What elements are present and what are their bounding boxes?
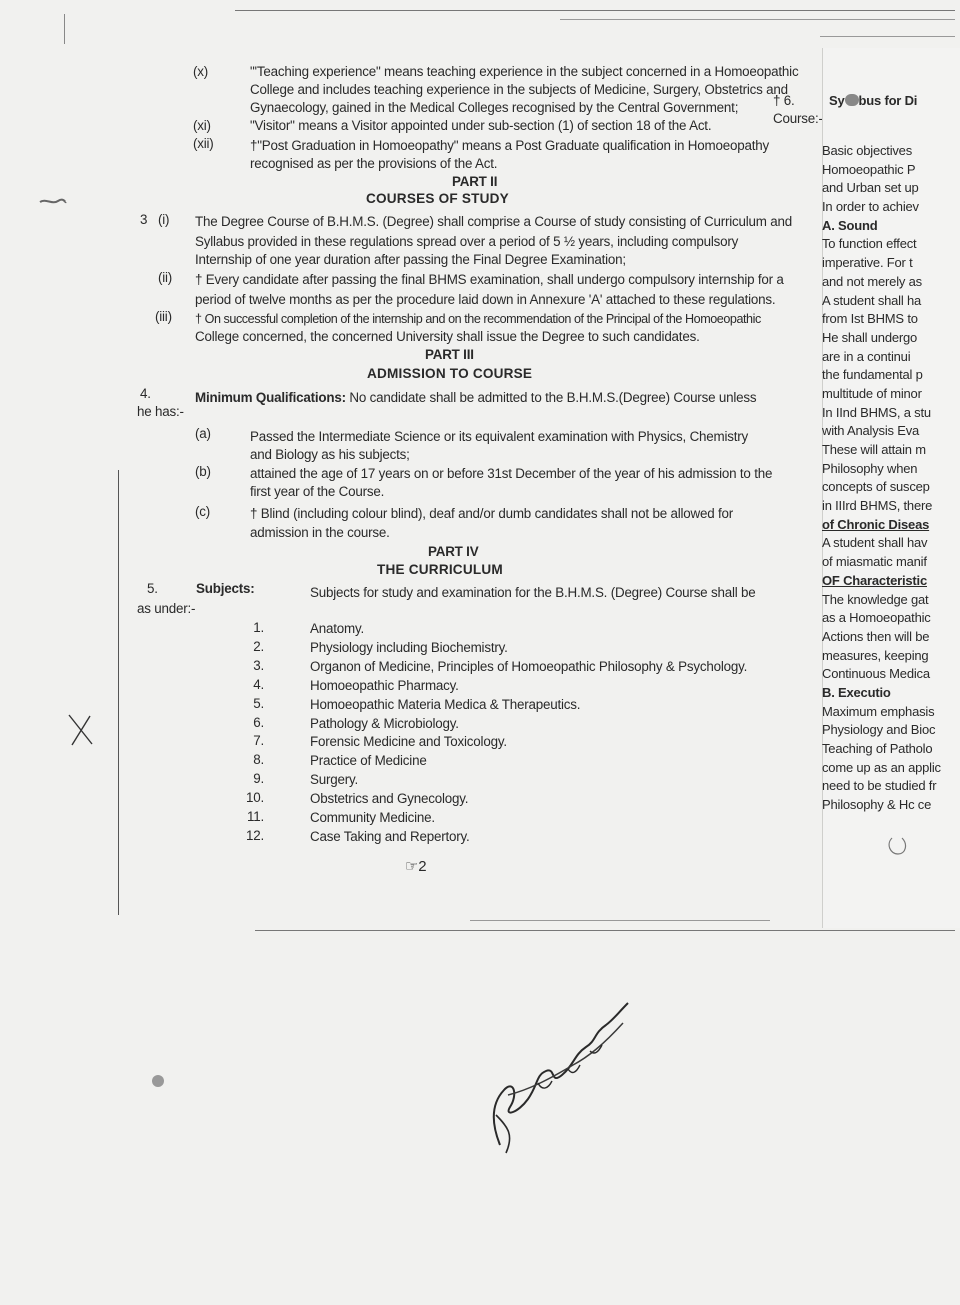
adjacent-page-line: In order to achiev xyxy=(822,199,919,215)
margin-note-label: Course:- xyxy=(773,111,823,126)
clause-label-x: (x) xyxy=(193,64,209,79)
curriculum-heading: THE CURRICULUM xyxy=(377,562,503,577)
top-rule-2 xyxy=(560,19,955,20)
adjacent-page-text xyxy=(822,142,960,815)
admission-heading: ADMISSION TO COURSE xyxy=(367,366,533,381)
bottom-rule-2 xyxy=(470,920,770,921)
adjacent-page-line: A. Sound xyxy=(822,217,878,233)
section-4-a-line-2: and Biology as his subjects; xyxy=(250,447,410,462)
section-4-b-line-2: first year of the Course. xyxy=(250,484,385,499)
section-4-label-b: (b) xyxy=(195,464,211,479)
bottom-rule xyxy=(255,930,955,931)
subject-name: Forensic Medicine and Toxicology. xyxy=(310,734,507,750)
adjacent-page-line: multitude of minor xyxy=(822,385,922,401)
circle-mark-icon xyxy=(886,834,910,856)
subject-number: 8. xyxy=(253,752,264,768)
subject-name: Obstetrics and Gynecology. xyxy=(310,791,469,807)
margin-bracket-line xyxy=(118,470,119,915)
subject-name: Case Taking and Repertory. xyxy=(310,828,470,844)
section-4-lead xyxy=(195,389,756,407)
section-3-label-ii: (ii) xyxy=(158,270,173,285)
adjacent-page-line: OF Characteristic xyxy=(822,572,927,588)
subject-number: 5. xyxy=(253,695,264,711)
adjacent-page-line: A student shall hav xyxy=(822,535,928,551)
section-4-lead-rest: No candidate shall be admitted to the B.H.M.S.(Degree) Course unless xyxy=(345,390,757,405)
adjacent-page-line: in IIIrd BHMS, there xyxy=(822,498,933,514)
adjacent-page-line: come up as an applic xyxy=(822,759,941,775)
adjacent-page-line: A student shall ha xyxy=(822,292,922,308)
adjacent-page-line: In IInd BHMS, a stu xyxy=(822,404,931,420)
section-4-number: 4. xyxy=(140,386,151,401)
section-3-i-line-2: Syllabus provided in these regulations spread over a period of 5 ½ years, including compulsory xyxy=(195,234,739,249)
adjacent-page-line: and not merely as xyxy=(822,273,922,289)
adjacent-page-line: Philosophy when xyxy=(822,460,918,476)
section-5-number: 5. xyxy=(147,581,158,596)
adjacent-page-line: Physiology and Bioc xyxy=(822,722,936,738)
adjacent-page-line: Basic objectives xyxy=(822,143,913,158)
clause-x-line-3: Gynaecology, gained in the Medical Colleges recognised by the Central Government; xyxy=(250,100,739,115)
adjacent-page-line: as a Homoeopathic xyxy=(822,610,931,626)
clause-xi-text: "Visitor" means a Visitor appointed under sub-section (1) of section 18 of the Act. xyxy=(250,118,712,133)
adjacent-page-line: Philosophy & Hc ce xyxy=(822,797,932,813)
adjacent-page-line: of miasmatic manif xyxy=(822,554,927,570)
subject-name: Anatomy. xyxy=(310,621,364,636)
ink-smudge-icon xyxy=(38,196,68,208)
subject-name: Pathology & Microbiology. xyxy=(310,715,459,731)
section-3-i-line-1: The Degree Course of B.H.M.S. (Degree) shall comprise a Course of study consisting of Curriculum and xyxy=(195,214,792,229)
adjacent-page-line: B. Executio xyxy=(822,684,891,700)
top-rule-3 xyxy=(820,36,955,37)
adjacent-page-line: The knowledge gat xyxy=(822,591,929,607)
section-3-number: 3 xyxy=(140,212,148,227)
subject-number: 2. xyxy=(253,638,264,654)
part-ii-heading: PART II xyxy=(452,174,498,189)
section-3-iii-line-1: † On successful completion of the internship and on the recommendation of the Principal of the Homoeopathic xyxy=(195,312,761,326)
subject-name: Practice of Medicine xyxy=(310,753,427,769)
page-number: 2 xyxy=(418,858,427,875)
section-3-label-iii: (iii) xyxy=(155,309,172,324)
section-4-label-a: (a) xyxy=(195,426,211,441)
subject-name: Homoeopathic Materia Medica & Therapeutics. xyxy=(310,696,581,712)
adjacent-page-line: from Ist BHMS to xyxy=(822,311,918,327)
adjacent-page-line: Actions then will be xyxy=(822,628,930,644)
subject-number: 12. xyxy=(245,827,264,843)
margin-note-mark: † 6. xyxy=(773,93,795,108)
part-iii-heading: PART III xyxy=(425,347,474,362)
section-5-cont: as under:- xyxy=(137,601,196,616)
adjacent-page-line: Teaching of Patholo xyxy=(822,741,933,756)
section-4-cont: he has:- xyxy=(137,404,184,419)
adjacent-page-line: and Urban set up xyxy=(822,180,919,196)
syllabus-heading-prefix: Sy xyxy=(829,93,845,108)
subject-number: 9. xyxy=(253,771,264,787)
adjacent-page-line: need to be studied fr xyxy=(822,778,937,794)
clause-x-line-1: "'Teaching experience" means teaching experience in the subject concerned in a Homoeopathic xyxy=(250,64,799,79)
syllabus-heading xyxy=(829,92,917,111)
clause-xii-line-1: †"Post Graduation in Homoeopathy" means a Post Graduate qualification in Homoeopathy xyxy=(250,138,769,153)
page-marker xyxy=(405,858,426,876)
section-3-ii-line-2: period of twelve months as per the procedure laid down in Annexure 'A' attached to these regulations. xyxy=(195,292,776,307)
margin-mark-top xyxy=(64,14,65,44)
subject-number: 6. xyxy=(253,714,264,730)
section-3-label-i: (i) xyxy=(158,212,170,227)
adjacent-page-line: the fundamental p xyxy=(822,367,923,383)
ink-smudge-icon xyxy=(146,1072,170,1090)
clause-x-line-2: College and includes teaching experience in the subjects of Medicine, Surgery, Obstetrics and xyxy=(250,82,788,97)
subject-name: Homoeopathic Pharmacy. xyxy=(310,677,459,693)
adjacent-page-line: are in a continui xyxy=(822,348,911,364)
section-4-label-c: (c) xyxy=(195,504,211,519)
subject-number: 3. xyxy=(253,657,264,673)
adjacent-page-line: He shall undergo xyxy=(822,329,918,345)
section-5-lead-rest: Subjects for study and examination for the B.H.M.S. (Degree) Course shall be xyxy=(310,585,756,600)
subject-name: Surgery. xyxy=(310,772,359,788)
clause-label-xii: (xii) xyxy=(193,136,214,151)
section-4-c-line-2: admission in the course. xyxy=(250,525,390,540)
clause-label-xi: (xi) xyxy=(193,118,211,133)
signature-icon xyxy=(478,995,638,1160)
adjacent-page-line: Continuous Medica xyxy=(822,666,930,682)
cross-mark-icon xyxy=(66,712,96,748)
adjacent-page-line: of Chronic Diseas xyxy=(822,516,930,532)
adjacent-page-line: Maximum emphasis xyxy=(822,703,935,719)
section-4-c-line-1: † Blind (including colour blind), deaf and/or dumb candidates shall not be allowed for xyxy=(250,506,734,521)
adjacent-page-line: concepts of suscep xyxy=(822,479,930,495)
top-rule xyxy=(235,10,955,11)
adjacent-page-line: measures, keeping xyxy=(822,647,929,663)
pointing-hand-icon: ☞ xyxy=(405,858,419,875)
section-4-b-line-1: attained the age of 17 years on or before 31st December of the year of his admission to the xyxy=(250,466,773,481)
clause-xii-line-2: recognised as per the provisions of the Act. xyxy=(250,156,498,171)
syllabus-heading-suffix: bus for Di xyxy=(858,93,918,108)
adjacent-page-line: These will attain m xyxy=(822,442,926,457)
subject-name: Organon of Medicine, Principles of Homoeopathic Philosophy & Psychology. xyxy=(310,658,748,674)
courses-of-study-heading: COURSES OF STUDY xyxy=(366,191,509,206)
stamp-blot-icon xyxy=(845,94,859,106)
adjacent-page-line: with Analysis Eva xyxy=(822,423,920,439)
subject-name: Community Medicine. xyxy=(310,810,435,825)
adjacent-page-line: Homoeopathic P xyxy=(822,161,916,177)
section-4-lead-bold: Minimum Qualifications: xyxy=(195,390,346,405)
adjacent-page-line: imperative. For t xyxy=(822,255,913,271)
section-3-ii-line-1: † Every candidate after passing the final BHMS examination, shall undergo compulsory internship for a xyxy=(195,272,784,287)
adjacent-page-line: To function effect xyxy=(822,236,917,252)
subject-number: 4. xyxy=(253,676,264,692)
section-5-lead-bold: Subjects: xyxy=(196,581,255,596)
subject-number: 11. xyxy=(246,809,264,824)
subject-number: 1. xyxy=(253,620,264,635)
section-3-iii-line-2: College concerned, the concerned University shall issue the Degree to such candidates. xyxy=(195,329,700,344)
section-3-i-line-3: Internship of one year duration after passing the Final Degree Examination; xyxy=(195,252,626,267)
subject-name: Physiology including Biochemistry. xyxy=(310,639,508,655)
subject-number: 7. xyxy=(253,733,264,749)
part-iv-heading: PART IV xyxy=(428,544,479,559)
subject-number: 10. xyxy=(245,790,264,806)
section-4-a-line-1: Passed the Intermediate Science or its equivalent examination with Physics, Chemistry xyxy=(250,429,749,444)
